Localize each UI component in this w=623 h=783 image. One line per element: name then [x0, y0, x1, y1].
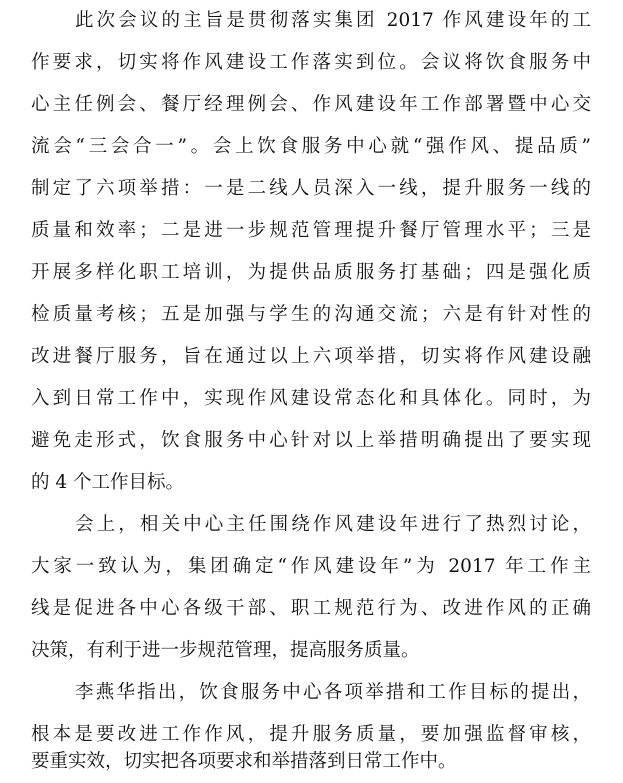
paragraph-1-line-8: 检质量考核；五是加强与学生的沟通交流；六是有针对性的 [31, 304, 591, 325]
paragraph-3-line-3: 要重实效，切实把各项要求和举措落到日常工作中。 [31, 751, 457, 772]
paragraph-1-line-10: 入到日常工作中，实现作风建设常态化和具体化。同时，为 [31, 388, 591, 409]
paragraph-1-line-9: 改进餐厅服务，旨在通过以上六项举措，切实将作风建设融 [31, 346, 591, 367]
paragraph-1-line-7: 开展多样化职工培训，为提供品质服务打基础；四是强化质 [31, 262, 591, 283]
paragraph-2-line-3: 线是促进各中心各级干部、职工规范行为、改进作风的正确 [31, 598, 591, 619]
paragraph-1-line-12: 的 4 个工作目标。 [31, 472, 185, 493]
paragraph-2-line-4: 决策，有利于进一步规范管理，提高服务质量。 [31, 640, 420, 661]
paragraph-3-line-2: 根本是要改进工作作风，提升服务质量，要加强监督审核， [31, 724, 591, 745]
paragraph-2-line-2: 大家一致认为，集团确定“作风建设年”为 2017 年工作主 [31, 556, 591, 577]
paragraph-1-line-5: 制定了六项举措：一是二线人员深入一线，提升服务一线的 [31, 178, 591, 199]
paragraph-2-line-1: 会上，相关中心主任围绕作风建设年进行了热烈讨论， [75, 514, 591, 535]
paragraph-1-line-1: 此次会议的主旨是贯彻落实集团 2017 作风建设年的工 [75, 10, 591, 31]
paragraph-1-line-2: 作要求，切实将作风建设工作落实到位。会议将饮食服务中 [31, 52, 591, 73]
paragraph-1-line-6: 质量和效率；二是进一步规范管理提升餐厅管理水平；三是 [31, 220, 591, 241]
paragraph-1-line-3: 心主任例会、餐厅经理例会、作风建设年工作部署暨中心交 [31, 94, 591, 115]
paragraph-1-line-4: 流会“三会合一”。会上饮食服务中心就“强作风、提品质” [31, 136, 591, 157]
paragraph-1-line-11: 避免走形式，饮食服务中心针对以上举措明确提出了要实现 [31, 430, 591, 451]
paragraph-3-line-1: 李燕华指出，饮食服务中心各项举措和工作目标的提出， [75, 682, 591, 703]
